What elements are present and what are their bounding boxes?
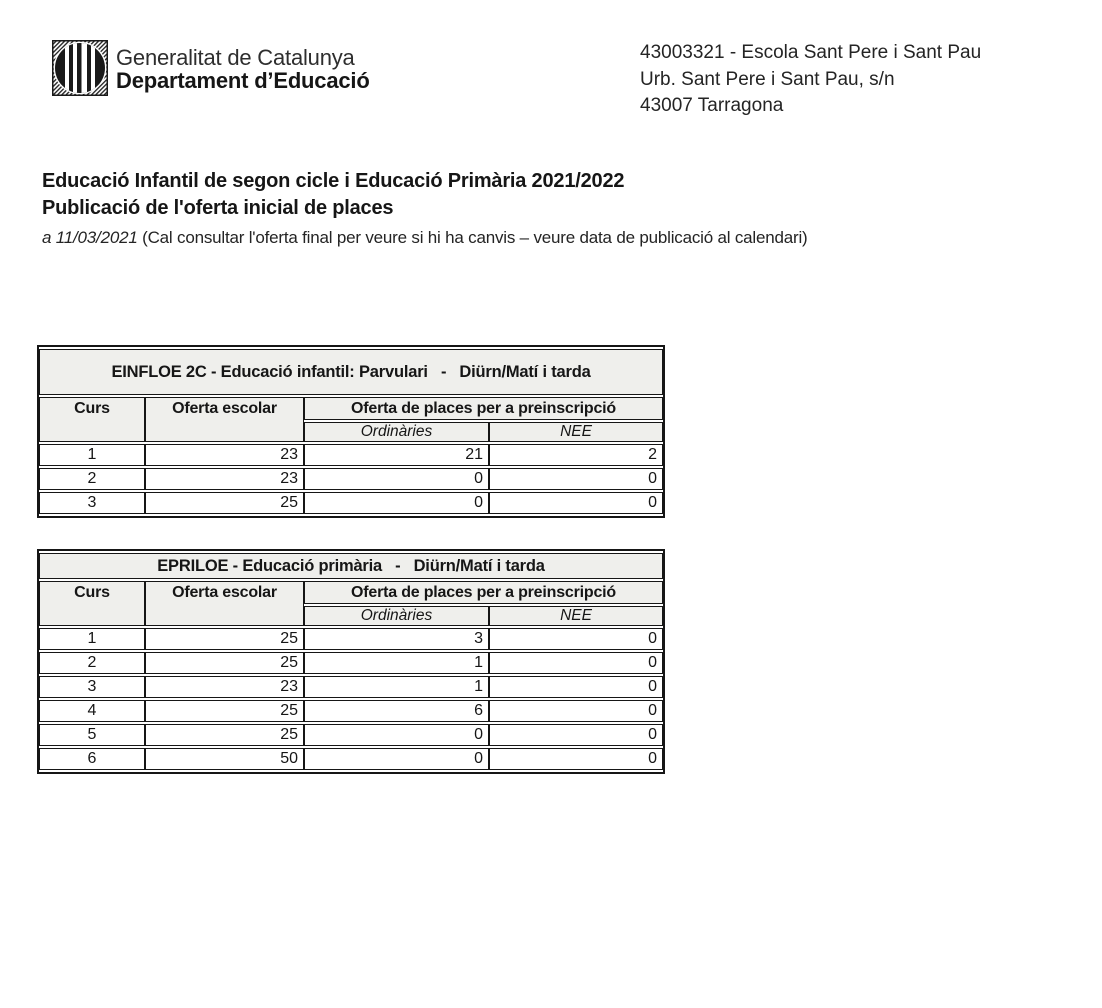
oferta-escolar-cell: 50 xyxy=(145,748,304,770)
curs-cell: 6 xyxy=(39,748,145,770)
curs-cell: 3 xyxy=(39,492,145,514)
col-header-nee: NEE xyxy=(489,606,663,626)
document-title-block xyxy=(42,168,807,248)
col-header-group: Oferta de places per a preinscripció xyxy=(304,581,663,604)
offer-table-primaria xyxy=(37,549,665,774)
publication-note xyxy=(42,228,807,248)
ordinaries-cell: 21 xyxy=(304,444,489,466)
oferta-escolar-cell: 23 xyxy=(145,468,304,490)
table-header-row xyxy=(39,581,663,604)
col-header-ordinaries: Ordinàries xyxy=(304,606,489,626)
ordinaries-cell: 0 xyxy=(304,468,489,490)
oferta-escolar-cell: 25 xyxy=(145,652,304,674)
col-header-group: Oferta de places per a preinscripció xyxy=(304,397,663,420)
nee-cell: 0 xyxy=(489,468,663,490)
table-row xyxy=(39,724,663,746)
logo-org-name: Generalitat de Catalunya xyxy=(116,45,355,70)
oferta-escolar-cell: 25 xyxy=(145,724,304,746)
ordinaries-cell: 6 xyxy=(304,700,489,722)
col-header-curs: Curs xyxy=(39,581,145,626)
col-header-nee: NEE xyxy=(489,422,663,442)
ordinaries-cell: 0 xyxy=(304,748,489,770)
ordinaries-cell: 0 xyxy=(304,724,489,746)
oferta-escolar-cell: 25 xyxy=(145,628,304,650)
col-header-oferta-escolar: Oferta escolar xyxy=(145,581,304,626)
curs-cell: 4 xyxy=(39,700,145,722)
table-row xyxy=(39,492,663,514)
col-header-oferta-escolar: Oferta escolar xyxy=(145,397,304,442)
ordinaries-cell: 1 xyxy=(304,652,489,674)
school-code-name: 43003321 - Escola Sant Pere i Sant Pau xyxy=(640,42,982,63)
table-title-row xyxy=(39,349,663,395)
table-title-row xyxy=(39,553,663,579)
nee-cell: 0 xyxy=(489,628,663,650)
nee-cell: 0 xyxy=(489,492,663,514)
table-row xyxy=(39,748,663,770)
oferta-escolar-cell: 25 xyxy=(145,492,304,514)
curs-cell: 5 xyxy=(39,724,145,746)
logo-text xyxy=(116,40,370,96)
publication-note-text: (Cal consultar l'oferta final per veure si hi ha canvis – veure data de publicació al calendari) xyxy=(142,228,808,247)
table-title: EPRILOE - Educació primària - Diürn/Matí i tarda xyxy=(39,553,663,579)
nee-cell: 0 xyxy=(489,676,663,698)
school-address: Urb. Sant Pere i Sant Pau, s/n xyxy=(640,68,895,90)
curs-cell: 2 xyxy=(39,652,145,674)
doc-title-line-2: Publicació de l'oferta inicial de places xyxy=(42,197,394,219)
nee-cell: 0 xyxy=(489,652,663,674)
curs-cell: 2 xyxy=(39,468,145,490)
curs-cell: 1 xyxy=(39,628,145,650)
nee-cell: 0 xyxy=(489,700,663,722)
doc-title-line-1: Educació Infantil de segon cicle i Educació Primària 2021/2022 xyxy=(42,170,625,192)
ordinaries-cell: 1 xyxy=(304,676,489,698)
table-row xyxy=(39,652,663,674)
ordinaries-cell: 0 xyxy=(304,492,489,514)
school-city: 43007 Tarragona xyxy=(640,95,784,116)
oferta-escolar-cell: 25 xyxy=(145,700,304,722)
generalitat-logo xyxy=(52,40,370,96)
publication-date: a 11/03/2021 xyxy=(42,228,143,247)
table-row xyxy=(39,676,663,698)
oferta-escolar-cell: 23 xyxy=(145,444,304,466)
table-row xyxy=(39,628,663,650)
curs-cell: 3 xyxy=(39,676,145,698)
oferta-escolar-cell: 23 xyxy=(145,676,304,698)
table-row xyxy=(39,468,663,490)
table-title: EINFLOE 2C - Educació infantil: Parvulari - Diürn/Matí i tarda xyxy=(39,349,663,395)
table-header-row xyxy=(39,397,663,420)
table-row xyxy=(39,700,663,722)
nee-cell: 2 xyxy=(489,444,663,466)
nee-cell: 0 xyxy=(489,724,663,746)
col-header-curs: Curs xyxy=(39,397,145,442)
table-row xyxy=(39,444,663,466)
ordinaries-cell: 3 xyxy=(304,628,489,650)
curs-cell: 1 xyxy=(39,444,145,466)
logo-dept-name: Departament d’Educació xyxy=(116,68,370,93)
school-info xyxy=(640,40,981,120)
nee-cell: 0 xyxy=(489,748,663,770)
offer-table-infantil xyxy=(37,345,665,518)
generalitat-senyera-icon xyxy=(52,40,108,96)
col-header-ordinaries: Ordinàries xyxy=(304,422,489,442)
